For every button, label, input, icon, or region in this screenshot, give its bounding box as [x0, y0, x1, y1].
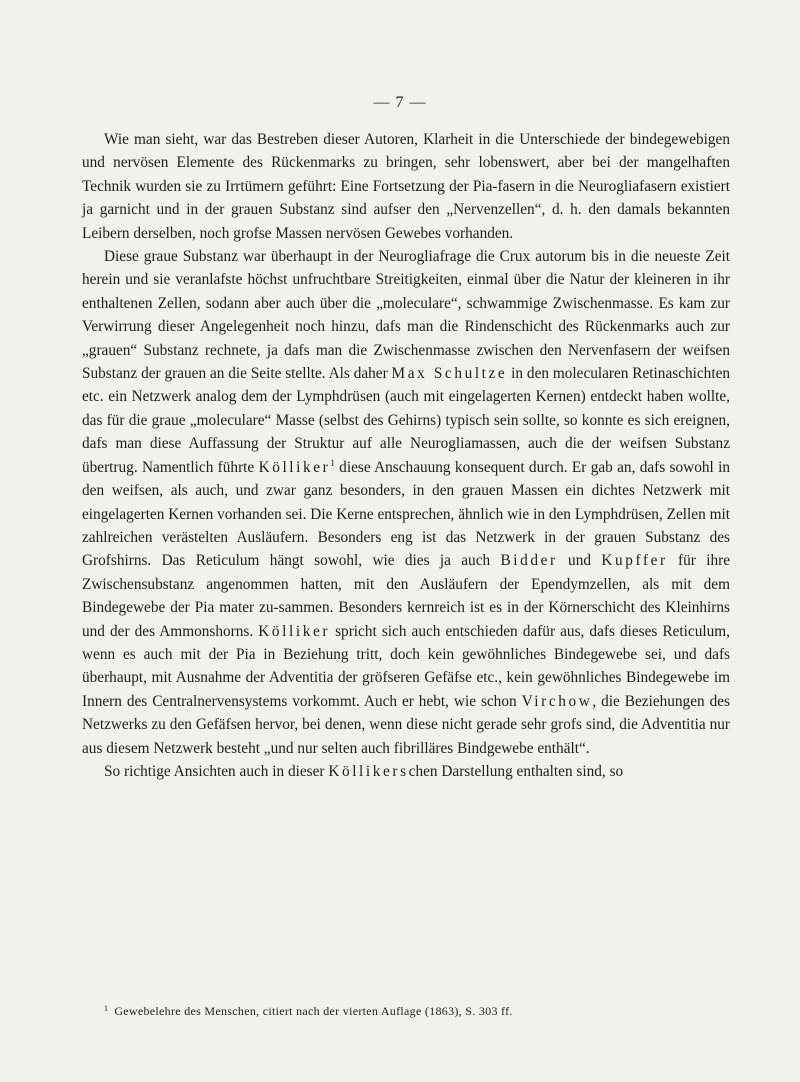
body-text — [82, 128, 730, 783]
author-name: Kölliker — [258, 458, 331, 476]
paragraph — [82, 128, 730, 245]
text-run: für ihre Zwischensubstanz angenommen hatten, mit den Ausläufern der Ependymzellen, als mit dem Bindegewebe der Pia mater zu-sammen. Besonders kernreich ist es in der Körnerschicht des Kleinhirns und der des Ammonshorns. — [82, 552, 730, 640]
text-run: chen Darstellung enthalten sind, so — [408, 762, 624, 780]
text-run: So richtige Ansichten auch in dieser — [104, 762, 329, 780]
author-name: Virchow — [521, 692, 593, 710]
text-run: Wie man sieht, war das Bestreben dieser Autoren, Klarheit in die Unterschiede der bindegewebigen und nervösen Elemente des Rückenmarks zu bringen, sehr lobenswert, aber bei der mangelhaften Technik wurden sie zu Irrtümern geführt: Eine Fortsetzung der Pia-fasern in die Neurogliafasern existiert ja garnicht und in der grauen Substanz sind aufser den „Nervenzellen“, d. h. den damals bekannten Leibern derselben, noch grofse Massen nervösen Gewebes vorhanden. — [82, 131, 730, 242]
author-name: Bidder — [500, 552, 558, 570]
text-run: in den molecularen Retinaschichten etc. ein Netzwerk analog dem der Lymphdrüsen (auch mit eingelagerten Kernen) entdeckt haben wollte, das für die graue „moleculare“ Masse (selbst des Gehirns) typisch sein sollte, so konnte es sich ereignen, dafs man diese Auffassung der Struktur auf alle Neurogliamassen, auch die der weifsen Substanz übertrug. Namentlich führte — [82, 365, 731, 476]
author-name: Kupffer — [601, 552, 668, 570]
text-run: spricht sich auch entschieden dafür aus, dafs dieses Reticulum, wenn es auch mit der Pia in Beziehung tritt, doch kein gewöhnliches Bindegewebe sei, und dafs überhaupt, mit Ausnahme der Adventitia der gröfseren Gefäfse etc., kein gewöhnliches Bindegewebe im Innern des Centralnervensystems vorkommt. Auch er hebt, wie schon — [82, 622, 730, 710]
author-name: Kölliker — [258, 622, 331, 640]
paragraph — [82, 245, 730, 760]
paragraph — [82, 760, 730, 783]
footnote-text: Gewebelehre des Menschen, citiert nach der vierten Auflage (1863), S. 303 ff. — [114, 1004, 513, 1018]
footnote-number: 1 — [104, 1004, 109, 1013]
author-name: Max Schultze — [391, 365, 508, 383]
text-run: , die Beziehungen des Netzwerks zu den Gefäfsen hervor, bei denen, wenn diese nicht gerade sehr grofs sind, die Adventitia nur aus diesem Netzwerk besteht „und nur selten auch fibrilläres Bindgewebe enthält“. — [82, 692, 730, 757]
footnote — [104, 1001, 744, 1019]
page-number: — 7 — — [373, 94, 427, 111]
author-name: Köllikers — [328, 762, 409, 780]
text-run: und — [557, 552, 602, 570]
text-run: Diese graue Substanz war überhaupt in der Neurogliafrage die Crux autorum bis in die neueste Zeit herein und sie veranlafste höchst unfruchtbare Streitigkeiten, einmal über die Natur der kleineren in ihr enthaltenen Zellen, sodann aber auch über die „moleculare“, schwammige Zwischenmasse. Es kam zur Verwirrung dieser Angelegenheit noch hinzu, dafs man die Rindenschicht des Rückenmarks auch zur „grauen“ Substanz rechnete, ja dafs man die Zwischenmasse zwischen den Nervenfasern der weifsen Substanz der grauen an die Seite stellte. Als daher — [82, 248, 730, 383]
text-run: diese Anschauung konsequent durch. Er gab an, dafs sowohl in den weifsen, als auch, und zwar ganz besonders, in den grauen Massen ein dichtes Netzwerk mit eingelagerten Kernen vorhanden sei. Die Kerne entsprechen, ähnlich wie in den Lymphdrüsen, Zellen mit zahlreichen verästelten Ausläufern. Besonders eng ist das Netzwerk in der grauen Substanz des Grofshirns. Das Reticulum hängt sowohl, wie dies ja auch — [82, 458, 730, 570]
footnote-reference: 1 — [330, 457, 335, 468]
